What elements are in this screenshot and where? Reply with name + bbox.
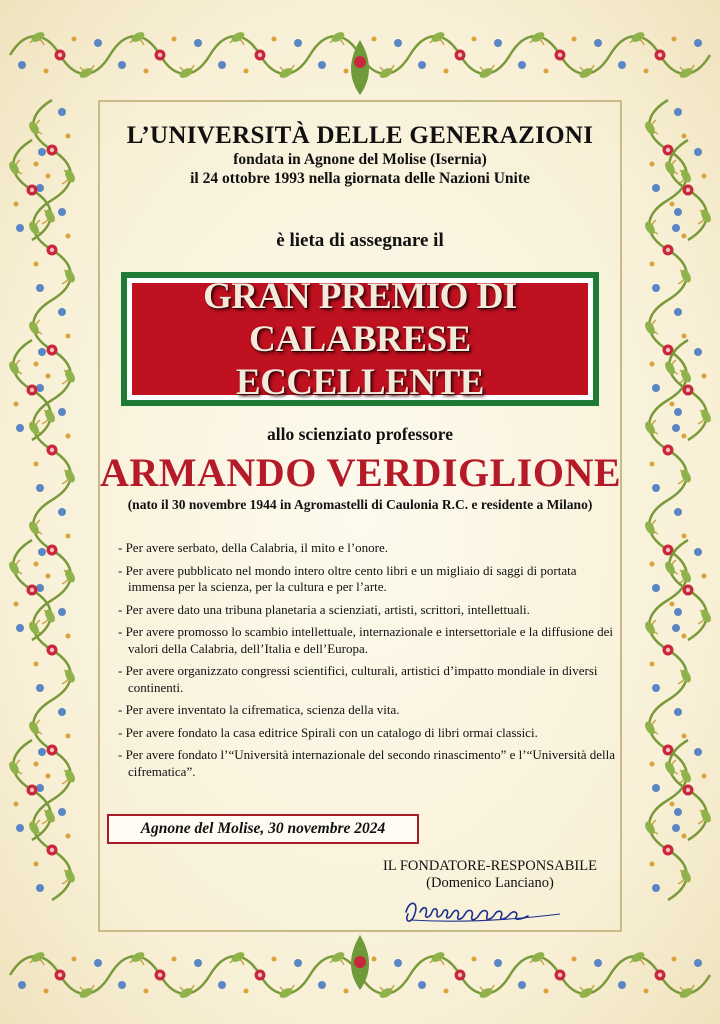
prize-title-line1: GRAN PREMIO DI [203,275,517,317]
reason-item: - Per avere fondato la casa editrice Spirali con un catalogo di libri ormai classici. [118,724,538,740]
reason-item: - Per avere organizzato congressi scientifici, culturali, artistici d’impatto mondiale in diversi continenti. [118,663,598,695]
certificate-content [100,100,620,930]
founder-name: (Domenico Lanciano) [426,875,554,891]
dedication-text: allo scienziato professore [267,424,453,444]
reason-item: - Per avere promosso lo scambio intellettuale, internazionale e intersettoriale e la diffusione dei valori della Calabria, dell’Italia e dell’Europa. [118,624,614,656]
founded-line: fondata in Agnone del Molise (Isernia) [233,151,487,168]
founding-date-line: il 24 ottobre 1993 nella giornata delle Nazioni Unite [190,170,530,187]
prize-banner [121,272,599,406]
place-date: Agnone del Molise, 30 novembre 2024 [140,820,386,837]
reason-item: - Per avere pubblicato nel mondo intero oltre cento libri e un migliaio di saggi di portata immensa per la scienza, per la cultura e per l’arte. [118,562,577,594]
reasons-list [100,540,620,780]
reason-item: - Per avere dato una tribuna planetaria a scienziati, artisti, scrittori, intellettuali. [118,601,530,617]
place-date-box [107,814,419,844]
institution-title: L’UNIVERSITÀ DELLE GENERAZIONI [126,122,594,149]
founder-role: IL FONDATORE-RESPONSABILE [383,858,597,874]
intro-text: è lieta di assegnare il [276,230,444,251]
founder-block [360,858,620,892]
reason-item: - Per avere serbato, della Calabria, il mito e l’onore. [118,540,389,555]
prize-title-line2: CALABRESE ECCELLENTE [236,318,484,403]
reason-item: - Per avere inventato la cifrematica, scienza della vita. [118,702,400,717]
recipient-birth: (nato il 30 novembre 1944 in Agromastelli di Caulonia R.C. e residente a Milano) [127,497,593,512]
handwritten-signature [400,890,580,930]
recipient-name: ARMANDO VERDIGLIONE [100,450,622,495]
reason-item: - Per avere fondato l’“Università internazionale del secondo rinascimento” e l’“Università della cifrematica”. [118,747,616,779]
